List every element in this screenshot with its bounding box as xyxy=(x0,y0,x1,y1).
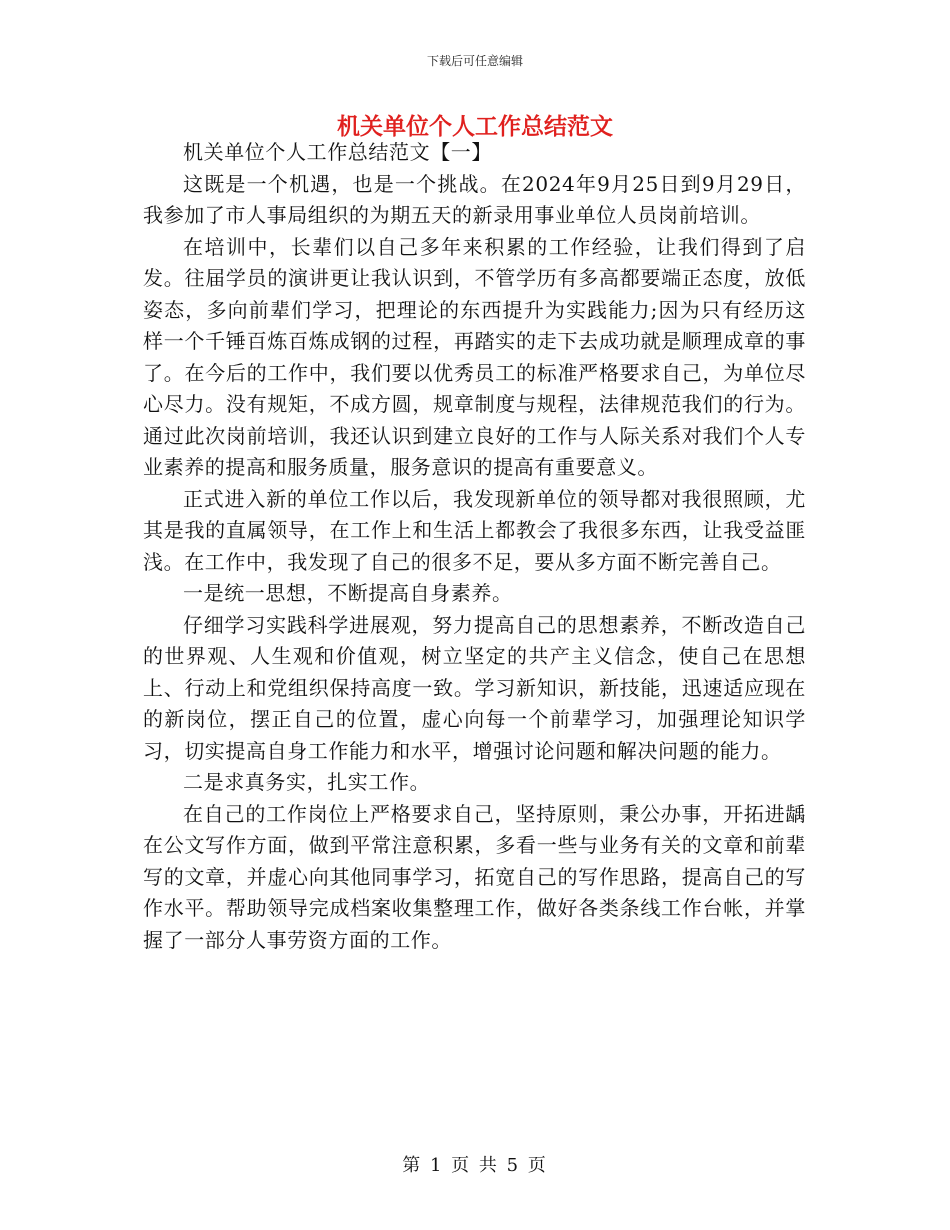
subheading: 二是求真务实，扎实工作。 xyxy=(183,770,431,794)
paragraph: 在自己的工作岗位上严格要求自己，坚持原则，秉公办事，开拓进龋在公文写作方面，做到平常注意积累，多看一些与业务有关的文章和前辈写的文章，并虚心向其他同事学习，拓宽自己的写作思路，提高自己的写作水平。帮助领导完成档案收集整理工作，做好各类条线工作台帐，并掌握了一部分人事劳资方面的工作。 xyxy=(143,801,806,952)
page-number: 第 1 页 共 5 页 xyxy=(402,1155,548,1176)
page-header-note: 下载后可任意编辑 xyxy=(426,54,523,68)
paragraph: 仔细学习实践科学进展观，努力提高自己的思想素养，不断改造自己的世界观、人生观和价值观，树立坚定的共产主义信念，使自己在思想上、行动上和党组织保持高度一致。学习新知识，新技能，迅速适应现在的新岗位，摆正自己的位置，虚心向每一个前辈学习，加强理论知识学习，切实提高自身工作能力和水平，增强讨论问题和解决问题的能力。 xyxy=(143,612,806,763)
subheading: 一是统一思想，不断提高自身素养。 xyxy=(183,581,513,605)
paragraph: 这既是一个机遇，也是一个挑战。在2024年9月25日到9月29日，我参加了市人事局组织的为期五天的新录用事业单位人员岗前培训。 xyxy=(143,171,806,227)
paragraph: 正式进入新的单位工作以后，我发现新单位的领导都对我很照顾，尤其是我的直属领导，在工作上和生活上都教会了我很多东西，让我受益匪浅。在工作中，我发现了自己的很多不足，要从多方面不断完善自己。 xyxy=(143,486,806,574)
paragraph: 在培训中，长辈们以自己多年来积累的工作经验，让我们得到了启发。往届学员的演讲更让我认识到，不管学历有多高都要端正态度，放低姿态，多向前辈们学习，把理论的东西提升为实践能力;因为只有经历这样一个千锤百炼百炼成钢的过程，再踏实的走下去成功就是顺理成章的事了。在今后的工作中，我们要以优秀员工的标准严格要求自己，为单位尽心尽力。没有规矩，不成方圆，规章制度与规程，法律规范我们的行为。通过此次岗前培训，我还认识到建立良好的工作与人际关系对我们个人专业素养的提高和服务质量，服务意识的提高有重要意义。 xyxy=(143,234,806,479)
document-title: 机关单位个人工作总结范文 xyxy=(337,114,613,140)
section-heading: 机关单位个人工作总结范文【一】 xyxy=(183,140,492,164)
document-body xyxy=(143,137,806,956)
